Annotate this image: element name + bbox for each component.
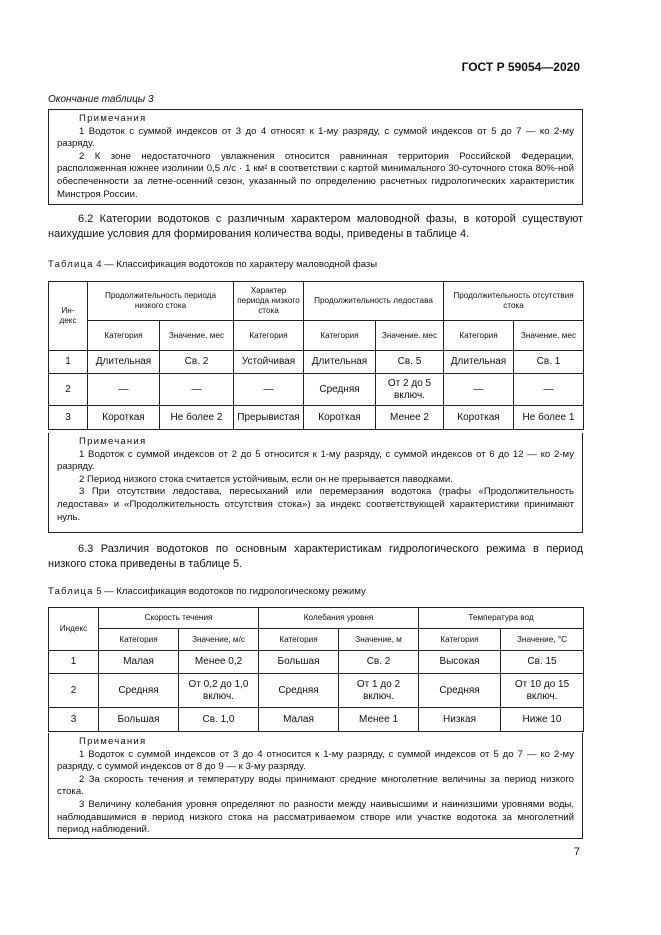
table5 (48, 607, 584, 732)
table4-notes (48, 433, 583, 533)
note-item: 2 Период низкого стока считается устойчивым, если он не прерывается паводками. (79, 473, 453, 485)
table-row (49, 351, 584, 374)
t5-group-header: Скорость течения (99, 608, 259, 629)
paragraph-6-2: 6.2 Категории водотоков с различным характером маловодной фазы, в которой существуют наихудшие условия для формирования количества воды, приведены в таблице 4. (48, 213, 583, 240)
table-row (49, 651, 584, 674)
cell: От 10 до 15 включ. (501, 674, 584, 708)
cell: Устойчивая (234, 351, 304, 374)
t4-sub-header: Категория (444, 321, 514, 351)
t5-group-header: Температура вод (419, 608, 584, 629)
cell: Короткая (444, 406, 514, 430)
t5-sub-header: Категория (259, 629, 339, 651)
table4 (48, 281, 584, 430)
cell: Средняя (419, 674, 501, 708)
table5-notes (48, 733, 583, 839)
cell: 1 (49, 651, 99, 674)
table5-caption (48, 586, 366, 597)
cell: Малая (259, 708, 339, 732)
cell: 3 (49, 406, 88, 430)
t5-sub-header: Значение, м/с (179, 629, 259, 651)
table-row (49, 406, 584, 430)
cell: Прерывистая (234, 406, 304, 430)
cell: От 0,2 до 1,0 включ. (179, 674, 259, 708)
t5-sub-header: Категория (419, 629, 501, 651)
table-row (49, 374, 584, 406)
cell: От 1 до 2 включ. (339, 674, 419, 708)
cell: Менее 1 (339, 708, 419, 732)
t5-sub-header: Значение, м (339, 629, 419, 651)
t5-group-header: Колебания уровня (259, 608, 419, 629)
cell: Не более 1 (514, 406, 584, 430)
cell: 1 (49, 351, 88, 374)
t5-index-header: Индекс (49, 608, 99, 651)
caption-text: 4 — Классификация водотоков по характеру маловодной фазы (96, 259, 378, 270)
cell: — (160, 374, 234, 406)
t4-sub-header: Значение, мес (160, 321, 234, 351)
cell: Св. 2 (160, 351, 234, 374)
table4-caption (48, 259, 377, 270)
cell: 3 (49, 708, 99, 732)
cell: Длительная (88, 351, 160, 374)
caption-text: 5 — Классификация водотоков по гидрологическому режиму (96, 586, 366, 597)
caption-word: Таблица (48, 586, 94, 597)
note-item: 2 За скорость течения и температуру воды принимают средние многолетние величины за период низкого стока. (57, 773, 574, 798)
cell: Ниже 10 (501, 708, 584, 732)
t4-sub-header: Значение. мес (376, 321, 444, 351)
cell: Менее 0,2 (179, 651, 259, 674)
t4-sub-header: Категория (304, 321, 376, 351)
cell: Св. 1 (514, 351, 584, 374)
cell: — (234, 374, 304, 406)
cell: Св. 15 (501, 651, 584, 674)
t4-group-header: Продолжительность ледостава (304, 282, 444, 321)
notes-title: Примечания (79, 436, 147, 447)
table3-end-label: Окончание таблицы 3 (48, 94, 154, 105)
cell: 2 (49, 374, 88, 406)
t4-group-header: Продолжительность периода низкого стока (88, 282, 234, 321)
cell: От 2 до 5 включ. (376, 374, 444, 406)
cell: — (88, 374, 160, 406)
table-row (49, 708, 584, 732)
cell: Высокая (419, 651, 501, 674)
cell: Малая (99, 651, 179, 674)
t5-sub-header: Категория (99, 629, 179, 651)
cell: Большая (259, 651, 339, 674)
note-item: 1 Водоток с суммой индексов от 2 до 5 относится к 1-му разряду, с суммой индексов от 6 до 12 — ко 2-му разряду. (57, 448, 574, 473)
cell: Св. 5 (376, 351, 444, 374)
caption-word: Таблица (48, 259, 94, 270)
t4-group-header: Характер периода низкого стока (234, 282, 304, 321)
t4-index-header: Ин- декс (49, 282, 88, 351)
t5-sub-header: Значение, °С (501, 629, 584, 651)
table-row (49, 674, 584, 708)
cell: Средняя (259, 674, 339, 708)
note-item: 3 При отсутствии ледостава, пересыханий или перемерзания водотока (графы «Продолжительность ледостава» и «Продолжительность отсутствия стока») за индекс соответствующей характеристики принимают нуль. (57, 486, 574, 523)
cell: Не более 2 (160, 406, 234, 430)
notes-title: Примечания (79, 736, 147, 747)
note-item: 2 К зоне недостаточного увлажнения относится равнинная территория Российской Федерации, расположенная южнее изолинии 0,5 л/с · 1 км² в соответствии с картой минимального 30-суточного стока 80%-ной обеспеченности за летне-осенний сезон, указанный по определению расчетных гидрологических характеристик Минстроя России. (57, 150, 574, 200)
cell: Низкая (419, 708, 501, 732)
cell: Св. 2 (339, 651, 419, 674)
note-item: 1 Водоток с суммой индексов от 3 до 4 относят к 1-му разряду, с суммой индексов от 5 до 7 — ко 2-му разряду. (57, 125, 574, 150)
note-item: 3 Величину колебания уровня определяют по разности между наивысшими и наинизшими уровнями воды, наблюдавшимися в период низкого стока на рассматриваемом створе или участке водотока за многолетний период наблюдений. (57, 798, 574, 836)
note-item: 1 Водоток с суммой индексов от 3 до 4 относится к 1-му разряду, с суммой индексов от 5 до 7 — ко 2-му разряду, с суммой индексов от 8 до 9 — к 3-му разряду. (57, 748, 574, 773)
cell: Св. 1,0 (179, 708, 259, 732)
cell: Средняя (304, 374, 376, 406)
t4-group-header: Продолжительность отсутствия стока (444, 282, 584, 321)
cell: — (444, 374, 514, 406)
cell: Длительная (304, 351, 376, 374)
t4-sub-header: Значение, мес (514, 321, 584, 351)
cell: Короткая (304, 406, 376, 430)
cell: Короткая (88, 406, 160, 430)
cell: Средняя (99, 674, 179, 708)
cell: Менее 2 (376, 406, 444, 430)
cell: — (514, 374, 584, 406)
cell: Длительная (444, 351, 514, 374)
t4-sub-header: Категория (234, 321, 304, 351)
t4-sub-header: Категория (88, 321, 160, 351)
page-number: 7 (573, 846, 580, 858)
cell: 2 (49, 674, 99, 708)
doc-code: ГОСТ Р 59054—2020 (461, 60, 580, 74)
notes-title: Примечания (79, 113, 147, 124)
paragraph-6-3: 6.3 Различия водотоков по основным характеристикам гидрологического режима в период низкого стока приведены в таблице 5. (48, 543, 583, 570)
table3-notes (48, 109, 583, 205)
cell: Большая (99, 708, 179, 732)
